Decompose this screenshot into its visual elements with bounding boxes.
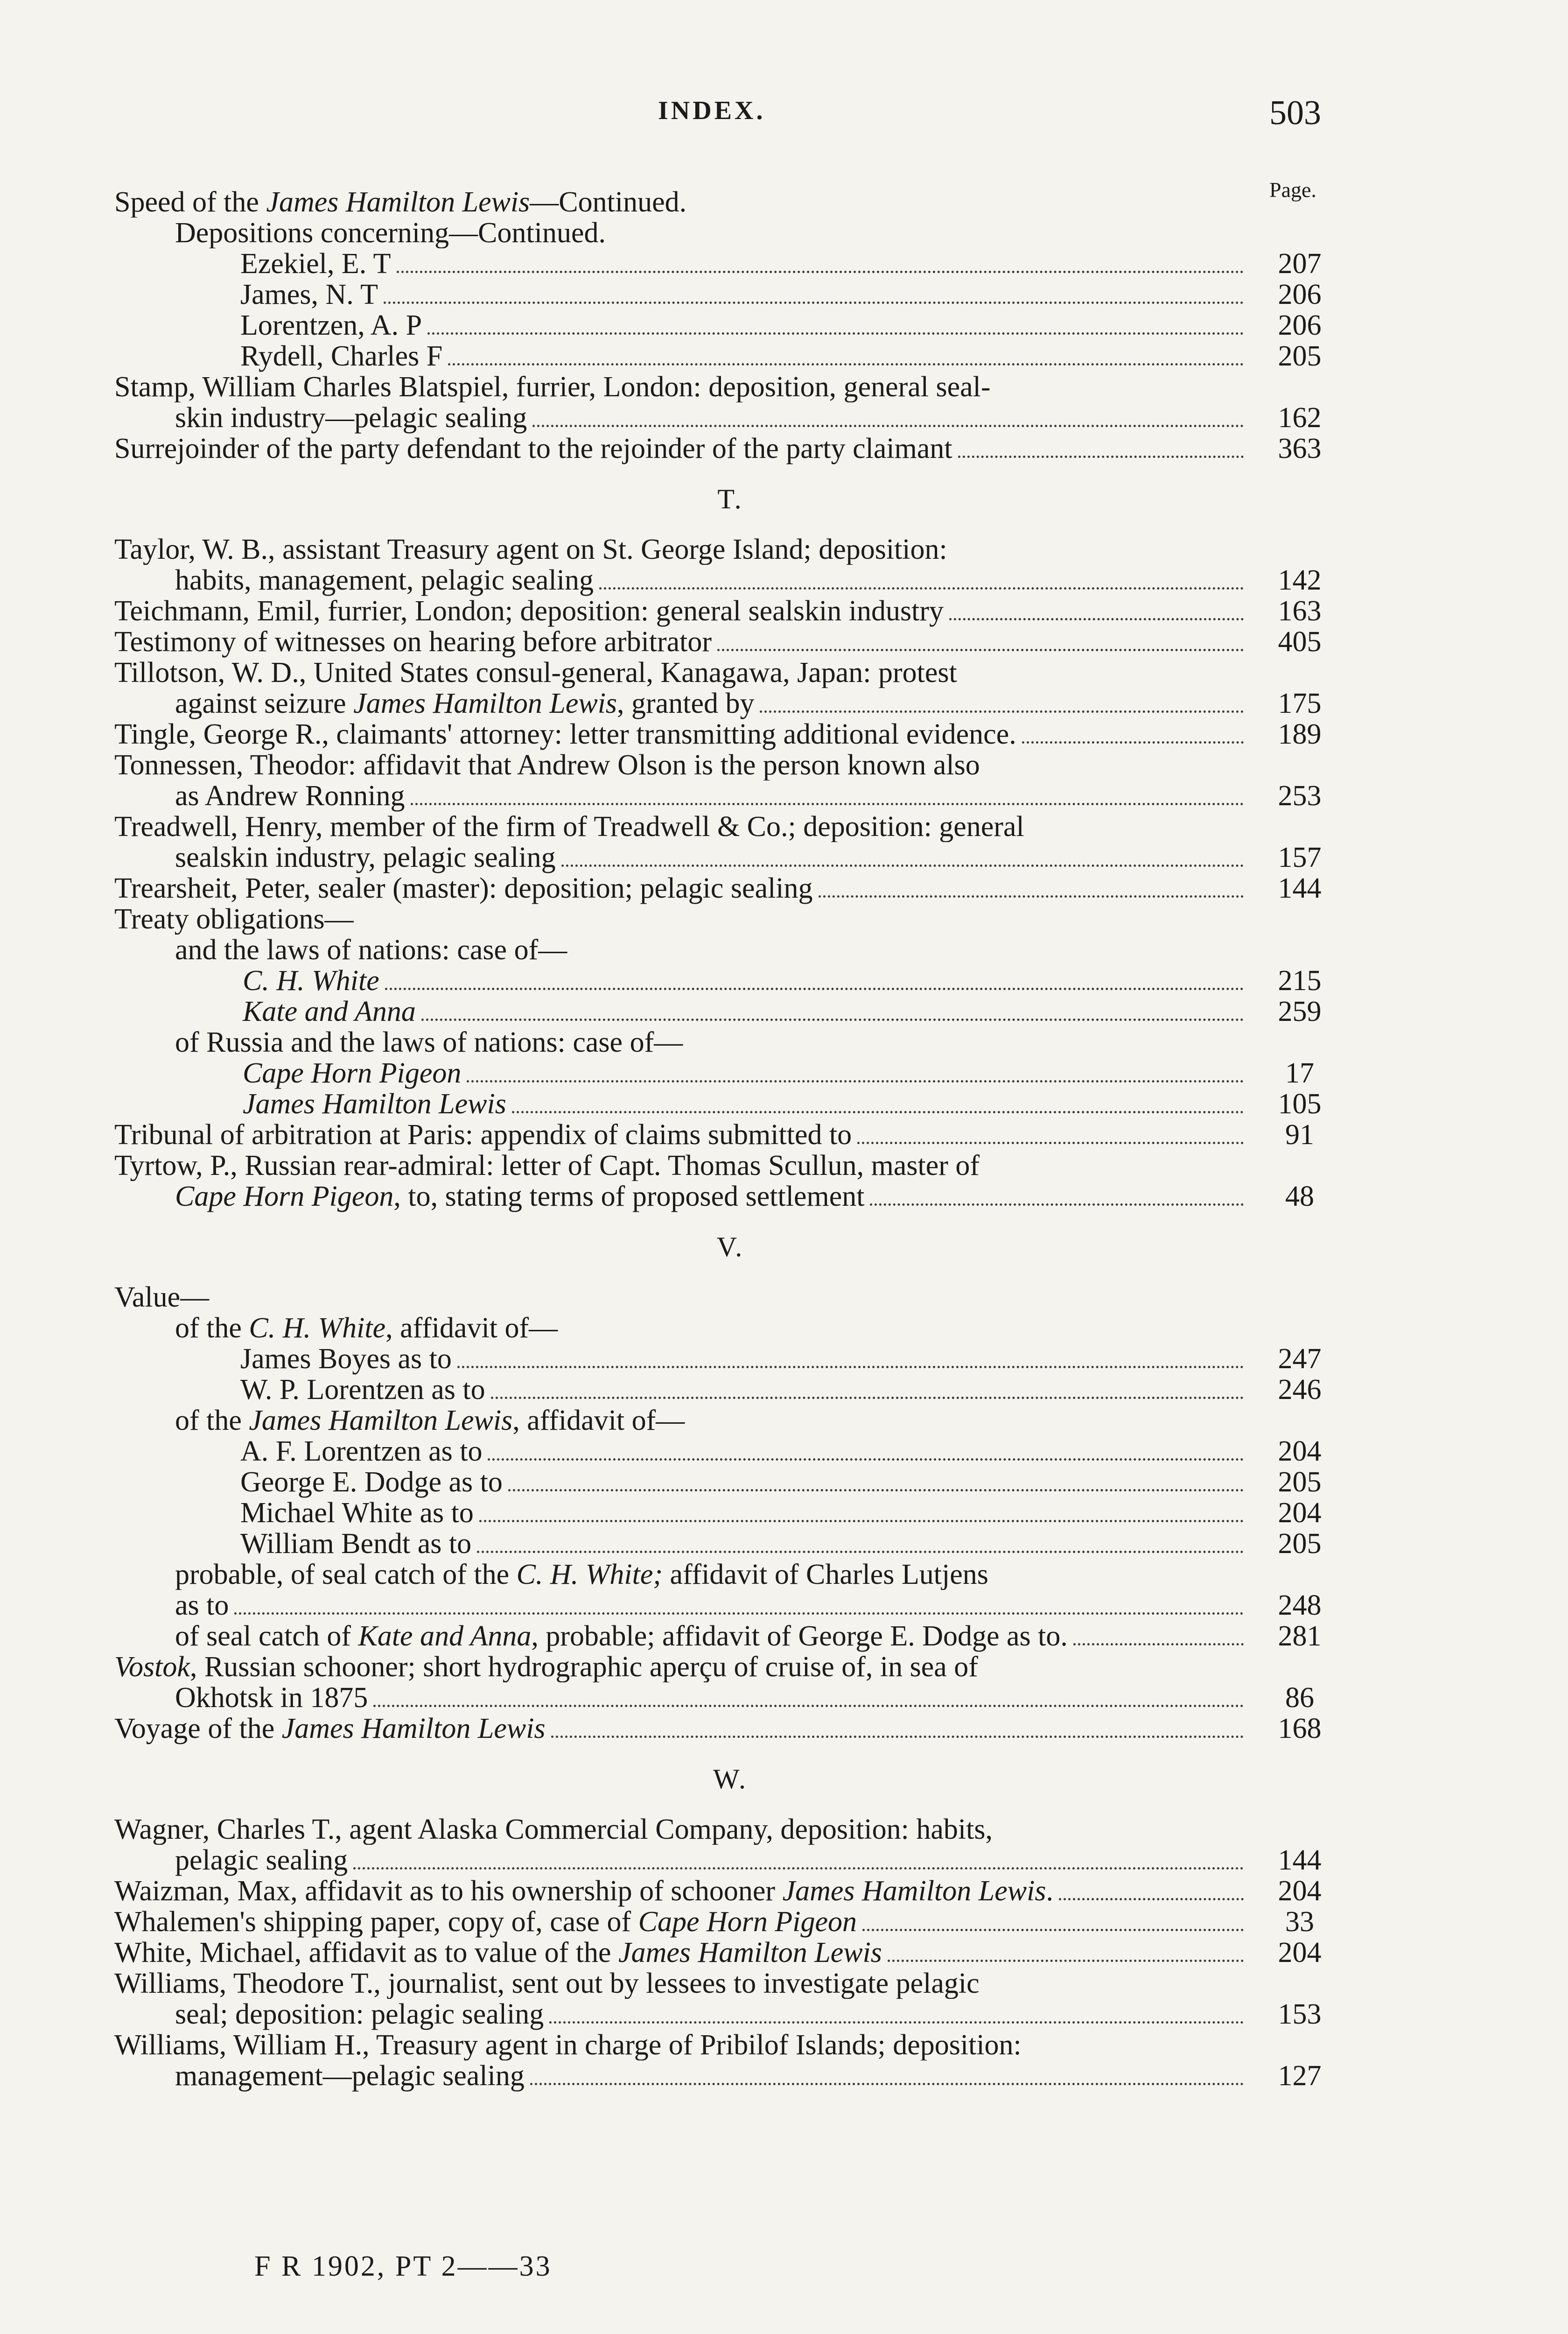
entry-text [114, 1652, 1248, 1682]
entry-text-part: A. F. Lorentzen as to [240, 1436, 483, 1467]
entry-text [114, 1181, 1248, 1214]
entry-page-number: 33 [1285, 1906, 1314, 1938]
entry-text [114, 965, 1248, 998]
entry-text [114, 1999, 1248, 2032]
entry-text-part: Speed of the [114, 187, 266, 218]
dot-leader [857, 1141, 1244, 1144]
dot-leader [488, 1458, 1244, 1461]
index-entry [114, 341, 1346, 372]
dot-leader [599, 587, 1244, 590]
dot-leader [373, 1704, 1244, 1707]
index-entry [114, 842, 1346, 873]
entry-text [114, 2030, 1248, 2060]
entry-text-part: affidavit of Charles Lutjens [663, 1559, 988, 1590]
entry-page-number: 144 [1278, 872, 1322, 904]
entry-text [114, 1150, 1248, 1181]
entry-text-part: Tyrtow, P., Russian rear-admiral: letter of Capt. Thomas Scullun, master of [114, 1150, 980, 1181]
entry-text [114, 248, 1248, 281]
entry-text-part: George E. Dodge as to [240, 1467, 503, 1498]
entry-text [114, 811, 1248, 842]
entry-text-part: Voyage of the [114, 1713, 282, 1744]
dot-leader [397, 270, 1244, 273]
index-entry [114, 534, 1346, 565]
index-entry [114, 1845, 1346, 1876]
index-entry [114, 750, 1346, 780]
entry-page-number: 204 [1278, 1497, 1322, 1529]
index-entry [114, 873, 1346, 904]
entry-text [114, 1282, 1248, 1313]
entry-page-number: 205 [1278, 1466, 1322, 1498]
index-entry [114, 2060, 1346, 2091]
entry-page-number: 405 [1278, 626, 1322, 658]
index-entry [114, 596, 1346, 626]
entry-text-part: James, N. T [240, 279, 378, 310]
entry-text [114, 1467, 1248, 1500]
entry-text [114, 187, 1248, 218]
entry-text [114, 218, 1248, 248]
index-entry [114, 218, 1346, 248]
entry-italic-text: James Hamilton Lewis [249, 1405, 513, 1436]
dot-leader [551, 1735, 1244, 1738]
dot-leader [532, 424, 1244, 427]
index-entry [114, 1814, 1346, 1845]
entry-page-number: 157 [1278, 842, 1322, 873]
entry-text-part: William Bendt as to [240, 1528, 472, 1560]
entry-text [114, 310, 1248, 343]
dot-leader [862, 1928, 1244, 1931]
entry-page-number: 205 [1278, 340, 1322, 372]
entry-text [114, 935, 1248, 965]
entry-page-number: 363 [1278, 433, 1322, 464]
entry-text [114, 1119, 1248, 1153]
dot-leader [512, 1111, 1244, 1113]
entry-page-number: 246 [1278, 1374, 1322, 1406]
entry-text [114, 1559, 1248, 1590]
entry-text [114, 1968, 1248, 1999]
entry-text [114, 433, 1248, 466]
entry-italic-text: James Hamilton Lewis [243, 1089, 506, 1120]
entry-text [114, 1713, 1248, 1746]
index-entry [114, 1682, 1346, 1713]
index-entry [114, 935, 1346, 965]
index-entry [114, 996, 1346, 1027]
entry-text-part: Tillotson, W. D., United States consul-general, Kanagawa, Japan: protest [114, 657, 957, 688]
entry-text-part: against seizure [175, 688, 354, 719]
entry-text-part: , probable; affidavit of George E. Dodge as to. [531, 1621, 1068, 1652]
entry-page-number: 204 [1278, 1937, 1322, 1968]
entry-italic-text: C. H. White; [516, 1559, 663, 1590]
index-entry [114, 1436, 1346, 1467]
entry-page-number: 207 [1278, 248, 1322, 280]
entry-text-part: pelagic sealing [175, 1845, 348, 1876]
entry-text-part: Depositions concerning—Continued. [175, 218, 606, 248]
entry-text-part: W. P. Lorentzen as to [240, 1374, 485, 1406]
entry-text-part: Williams, Theodore T., journalist, sent out by lessees to investigate pelagic [114, 1968, 980, 1999]
index-entry [114, 1282, 1346, 1313]
entry-text [114, 1436, 1248, 1469]
index-entry [114, 433, 1346, 464]
entry-text-part: sealskin industry, pelagic sealing [175, 842, 556, 873]
entry-text-part: , affidavit of— [512, 1405, 685, 1436]
entry-text-part: Michael White as to [240, 1497, 474, 1529]
entry-text-part: of Russia and the laws of nations: case of— [175, 1027, 683, 1058]
entry-text-part: Tonnessen, Theodor: affidavit that Andrew Olson is the person known also [114, 750, 980, 780]
entry-page-number: 206 [1278, 309, 1322, 341]
entry-text-part: Treadwell, Henry, member of the firm of Treadwell & Co.; deposition: general [114, 811, 1024, 842]
dot-leader [411, 802, 1244, 805]
entry-text-part: Testimony of witnesses on hearing before arbitrator [114, 626, 712, 658]
entry-italic-text: James Hamilton Lewis [782, 1876, 1046, 1907]
entry-italic-text: Kate and Anna [243, 996, 416, 1027]
entry-text [114, 596, 1248, 629]
index-entry [114, 1497, 1346, 1528]
entry-text [114, 626, 1248, 660]
entry-text [114, 1937, 1248, 1970]
entry-text-part: —Continued. [530, 187, 687, 218]
entry-text [114, 1528, 1248, 1561]
index-entry [114, 1906, 1346, 1937]
entry-text-part: seal; deposition: pelagic sealing [175, 1999, 544, 2030]
entry-italic-text: Vostok [114, 1652, 190, 1682]
index-entry [114, 1713, 1346, 1744]
entry-text-part: management—pelagic sealing [175, 2060, 525, 2092]
index-entry [114, 904, 1346, 935]
entry-page-number: 48 [1285, 1181, 1314, 1212]
entry-text [114, 1027, 1248, 1058]
dot-leader [888, 1959, 1244, 1962]
index-entry [114, 2030, 1346, 2060]
entry-text [114, 279, 1248, 312]
dot-leader [479, 1519, 1244, 1522]
dot-leader [870, 1203, 1244, 1206]
entry-text-part: of seal catch of [175, 1621, 358, 1652]
entry-page-number: 206 [1278, 279, 1322, 310]
dot-leader [385, 987, 1244, 990]
entry-text-part: as Andrew Ronning [175, 780, 405, 812]
index-entry [114, 402, 1346, 433]
entry-text-part: Teichmann, Emil, furrier, London; deposition: general sealskin industry [114, 596, 944, 627]
entry-text-part: Value— [114, 1282, 210, 1313]
index-entry [114, 1150, 1346, 1181]
index-entry [114, 1343, 1346, 1374]
index-entry [114, 1528, 1346, 1559]
entry-text [114, 402, 1248, 436]
entry-page-number: 168 [1278, 1713, 1322, 1744]
index-entry [114, 248, 1346, 279]
dot-leader [477, 1550, 1244, 1553]
dot-leader [508, 1489, 1244, 1491]
page-number: 503 [1269, 94, 1321, 132]
entry-italic-text: Cape Horn Pigeon [243, 1058, 462, 1089]
entry-page-number: 204 [1278, 1875, 1322, 1907]
entry-text [114, 1590, 1248, 1623]
index-entry [114, 1559, 1346, 1590]
entry-text [114, 1405, 1248, 1436]
index-entry [114, 372, 1346, 402]
entry-text [114, 1845, 1248, 1878]
entry-text-part: of the [175, 1405, 249, 1436]
entry-text [114, 1682, 1248, 1715]
entry-text-part: Rydell, Charles F [240, 341, 443, 372]
entry-text-part: Taylor, W. B., assistant Treasury agent on St. George Island; deposition: [114, 534, 947, 565]
entry-page-number: 281 [1278, 1620, 1322, 1652]
entry-page-number: 17 [1285, 1057, 1314, 1089]
dot-leader [1073, 1643, 1244, 1645]
dot-leader [421, 1018, 1244, 1021]
entry-text-part: , affidavit of— [385, 1313, 558, 1343]
entry-text [114, 1621, 1248, 1654]
entry-text-part: skin industry—pelagic sealing [175, 402, 527, 434]
entry-page-number: 91 [1285, 1119, 1314, 1151]
entry-page-number: 105 [1278, 1088, 1322, 1120]
entry-italic-text: James Hamilton Lewis [353, 688, 617, 719]
dot-leader [491, 1396, 1244, 1399]
entry-italic-text: Kate and Anna [358, 1621, 532, 1652]
entry-page-number: 153 [1278, 1998, 1322, 2030]
index-entry [114, 1876, 1346, 1906]
index-entry [114, 1405, 1346, 1436]
dot-leader [467, 1080, 1244, 1083]
entry-page-number: 215 [1278, 965, 1322, 997]
entry-text [114, 1876, 1248, 1909]
dot-leader [561, 864, 1244, 867]
entry-text [114, 341, 1248, 374]
entry-text [114, 1374, 1248, 1407]
index-entry [114, 1313, 1346, 1343]
entry-text-part: habits, management, pelagic sealing [175, 565, 594, 596]
entry-page-number: 204 [1278, 1435, 1322, 1467]
entry-page-number: 175 [1278, 688, 1322, 719]
index-entry [114, 1027, 1346, 1058]
entry-page-number: 163 [1278, 595, 1322, 627]
entry-italic-text: C. H. White [249, 1313, 386, 1343]
entry-text-part: Ezekiel, E. T [240, 248, 391, 280]
entry-page-number: 253 [1278, 780, 1322, 812]
entry-text-part: Tingle, George R., claimants' attorney: letter transmitting additional evidence. [114, 719, 1016, 750]
entry-italic-text: C. H. White [243, 965, 379, 997]
entry-text-part: Treaty obligations— [114, 904, 354, 935]
entry-text [114, 657, 1248, 688]
entry-page-number: 142 [1278, 564, 1322, 596]
index-entry [114, 965, 1346, 996]
dot-leader [949, 618, 1244, 620]
entry-text [114, 1058, 1248, 1091]
entry-text-part: Williams, William H., Treasury agent in charge of Pribilof Islands; deposition: [114, 2030, 1022, 2060]
entry-page-number: 248 [1278, 1589, 1322, 1621]
dot-leader [1022, 741, 1244, 744]
entry-text [114, 719, 1248, 752]
dot-leader [384, 301, 1244, 304]
entry-italic-text: Cape Horn Pigeon [175, 1181, 394, 1212]
entry-text-part: of the [175, 1313, 249, 1343]
entry-page-number: 127 [1278, 2060, 1322, 2092]
index-entry [114, 1999, 1346, 2030]
index-entry [114, 780, 1346, 811]
index-entry [114, 1621, 1346, 1652]
entry-text-part: as to [175, 1590, 229, 1621]
index-entry [114, 187, 1346, 218]
entry-text-part: . [1046, 1876, 1053, 1907]
index-entry [114, 657, 1346, 688]
index-entry [114, 1089, 1346, 1119]
entry-text [114, 873, 1248, 906]
entry-text [114, 688, 1248, 721]
entry-page-number: 189 [1278, 718, 1322, 750]
running-head: INDEX. [658, 96, 766, 125]
index-entry [114, 626, 1346, 657]
dot-leader [1059, 1898, 1244, 1900]
entry-italic-text: James Hamilton Lewis [618, 1937, 882, 1968]
entry-text [114, 565, 1248, 598]
entry-page-number: 86 [1285, 1682, 1314, 1714]
entry-page-number: 205 [1278, 1528, 1322, 1560]
index-entry [114, 1968, 1346, 1999]
index-entry [114, 565, 1346, 596]
entry-page-number: 259 [1278, 996, 1322, 1027]
entry-text-part: and the laws of nations: case of— [175, 935, 567, 965]
dot-leader [549, 2021, 1244, 2024]
entry-text [114, 842, 1248, 875]
entry-text [114, 1313, 1248, 1343]
index-entry [114, 1652, 1346, 1682]
entry-italic-text: Cape Horn Pigeon [638, 1906, 857, 1938]
dot-leader [958, 455, 1244, 458]
index-entry [114, 719, 1346, 750]
index-entry [114, 811, 1346, 842]
entry-text-part: , to, stating terms of proposed settlement [393, 1181, 865, 1212]
index-entry [114, 1058, 1346, 1089]
index-entry [114, 279, 1346, 310]
dot-leader [353, 1867, 1244, 1870]
dot-leader [234, 1612, 1244, 1615]
entry-text-part: , Russian schooner; short hydrographic aperçu of cruise of, in sea of [189, 1652, 978, 1682]
entry-text-part: Tribunal of arbitration at Paris: appendix of claims submitted to [114, 1119, 852, 1151]
page-column-label: Page. [1269, 178, 1316, 202]
entry-text [114, 1089, 1248, 1122]
dot-leader [530, 2082, 1244, 2085]
entry-text-part: James Boyes as to [240, 1343, 452, 1375]
entry-page-number: 144 [1278, 1844, 1322, 1876]
entry-text-part: Lorentzen, A. P [240, 310, 422, 341]
signature-mark: F R 1902, PT 2——33 [254, 2250, 552, 2282]
index-entry [114, 310, 1346, 341]
entry-page-number: 162 [1278, 402, 1322, 434]
entry-page-number: 247 [1278, 1343, 1322, 1375]
index-entry [114, 1590, 1346, 1621]
entry-text [114, 534, 1248, 565]
entry-text [114, 904, 1248, 935]
entry-text [114, 372, 1248, 402]
entry-text-part: White, Michael, affidavit as to value of the [114, 1937, 619, 1968]
entry-text [114, 750, 1248, 780]
index-entry [114, 1181, 1346, 1212]
entry-text-part: Trearsheit, Peter, sealer (master): deposition; pelagic sealing [114, 873, 813, 904]
entry-text-part: Surrejoinder of the party defendant to the rejoinder of the party claimant [114, 433, 952, 464]
dot-leader [448, 363, 1244, 366]
index-entries [114, 187, 1346, 2091]
entry-text-part: Stamp, William Charles Blatspiel, furrier, London: deposition, general seal- [114, 372, 991, 402]
dot-leader [457, 1365, 1244, 1368]
section-heading: V. [716, 1231, 744, 1262]
entry-text [114, 1343, 1248, 1377]
entry-text [114, 1814, 1248, 1845]
entry-text-part: , granted by [617, 688, 755, 719]
index-entry [114, 688, 1346, 719]
entry-text [114, 2060, 1248, 2094]
entry-text-part: Whalemen's shipping paper, copy of, case of [114, 1906, 638, 1938]
index-entry [114, 1467, 1346, 1497]
entry-text [114, 1497, 1248, 1531]
dot-leader [717, 648, 1244, 651]
section-heading: W. [713, 1764, 748, 1794]
dot-leader [760, 710, 1244, 713]
entry-text-part: Waizman, Max, affidavit as to his ownership of schooner [114, 1876, 783, 1907]
entry-italic-text: James Hamilton Lewis [281, 1713, 546, 1744]
index-entry [114, 1119, 1346, 1150]
entry-text-part: probable, of seal catch of the [175, 1559, 517, 1590]
section-heading: T. [717, 484, 743, 514]
entry-text-part: Okhotsk in 1875 [175, 1682, 368, 1714]
entry-text [114, 996, 1248, 1029]
dot-leader [819, 895, 1244, 898]
dot-leader [427, 332, 1244, 335]
entry-italic-text: James Hamilton Lewis [266, 187, 530, 218]
entry-text [114, 780, 1248, 814]
entry-text-part: Wagner, Charles T., agent Alaska Commercial Company, deposition: habits, [114, 1814, 993, 1845]
index-entry [114, 1937, 1346, 1968]
index-entry [114, 1374, 1346, 1405]
entry-text [114, 1906, 1248, 1940]
